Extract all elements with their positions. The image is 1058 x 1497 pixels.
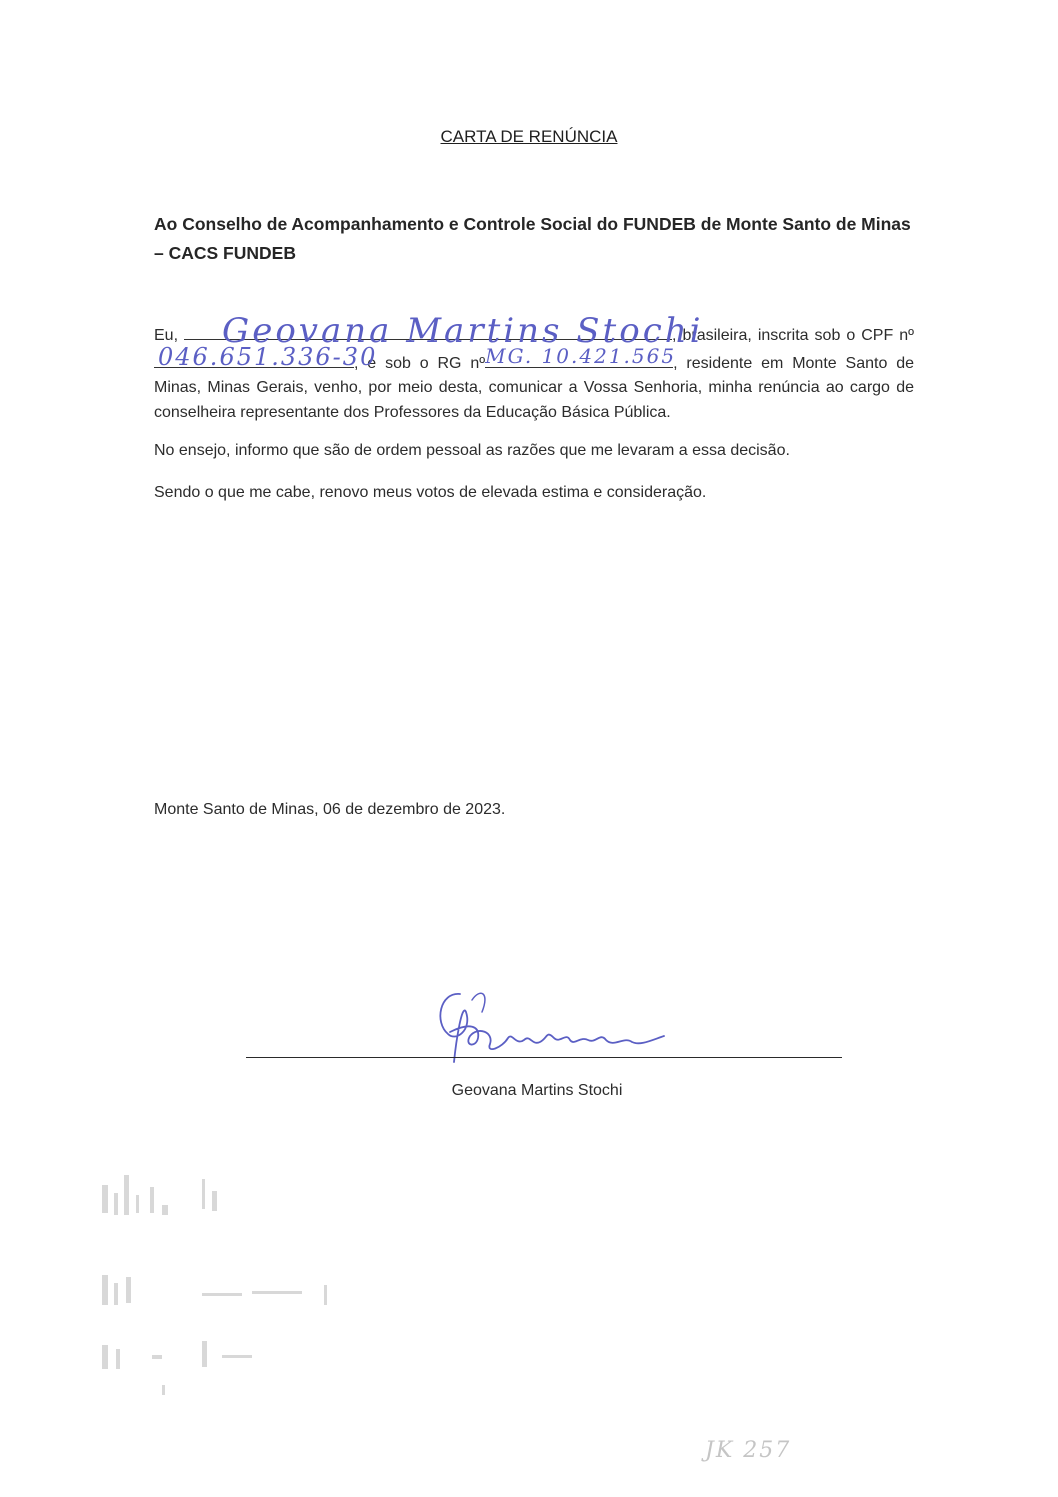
declaration-prefix: Eu, <box>154 327 179 344</box>
closing-paragraph: Sendo o que me cabe, renovo meus votos de elevada estima e consideração. <box>154 484 707 501</box>
letter-title: CARTA DE RENÚNCIA <box>440 127 618 146</box>
faded-stamp-marks <box>92 1165 342 1395</box>
signature-line <box>246 1057 842 1058</box>
archive-number-mark: JK 257 <box>705 1438 792 1463</box>
declaration-paragraph <box>154 310 915 425</box>
handwritten-name: Geovana Martins Stochi <box>222 310 704 351</box>
addressee: Ao Conselho de Acompanhamento e Controle Social do FUNDEB de Monte Santo de Minas – CACS FUNDEB <box>154 214 911 263</box>
after-name-text: , brasileira, inscrita sob o CPF nº <box>672 327 914 344</box>
name-blank <box>184 310 704 351</box>
handwritten-cpf: 046.651.336-30 <box>158 343 378 371</box>
after-rg-text: , residente em Monte Santo de Minas, Minas Gerais, venho, por meio desta, comunicar a Vossa Senhoria, minha renúncia ao cargo de conselheira representante dos Professores da Educação Básica Pública. <box>154 354 915 421</box>
signature-scribble <box>420 982 680 1072</box>
signer-name: Geovana Martins Stochi <box>451 1082 623 1099</box>
reason-paragraph: No ensejo, informo que são de ordem pessoal as razões que me levaram a essa decisão. <box>154 442 790 459</box>
cpf-blank <box>154 343 378 371</box>
after-cpf-text: , e sob o RG nº <box>354 354 486 372</box>
place-date: Monte Santo de Minas, 06 de dezembro de 2023. <box>154 801 506 818</box>
rg-blank <box>485 344 677 368</box>
handwritten-rg: MG. 10.421.565 <box>485 344 677 368</box>
